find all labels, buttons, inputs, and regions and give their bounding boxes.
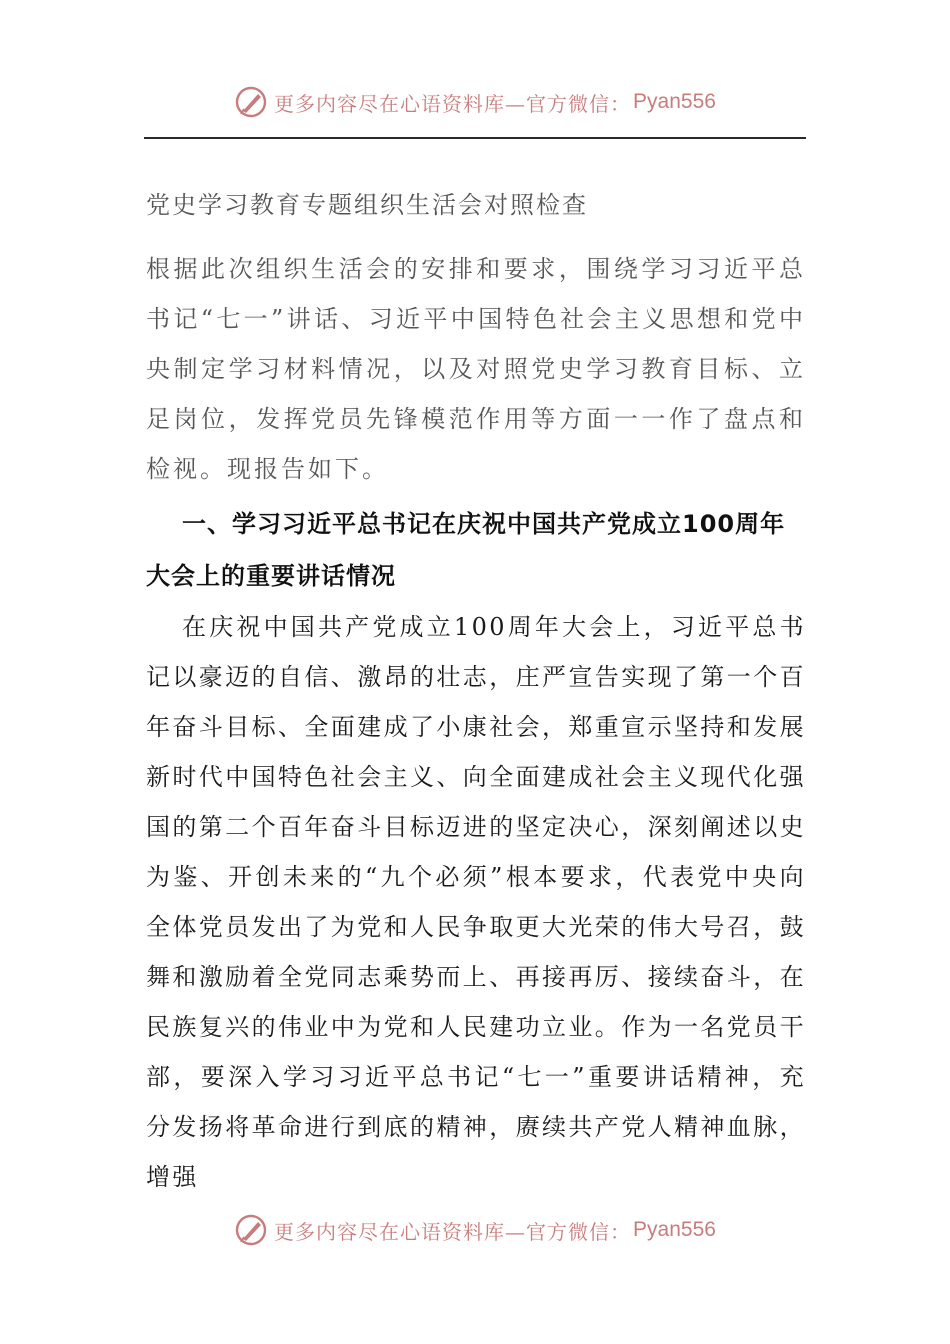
intro-paragraph: 根据此次组织生活会的安排和要求，围绕学习习近平总书记“七一”讲话、习近平中国特色社会主义思想和党中央制定学习材料情况，以及对照党史学习教育目标、立足岗位，发挥党员先锋模范作用等方面一一作了盘点和检视。现报告如下。	[146, 255, 806, 483]
footer-banner-handle: Pyan556	[633, 1218, 716, 1241]
header-banner	[0, 80, 950, 124]
quill-logo-icon	[234, 85, 268, 119]
body-paragraph: 在庆祝中国共产党成立100周年大会上，习近平总书记以豪迈的自信、激昂的壮志，庄严宣告实现了第一个百年奋斗目标、全面建成了小康社会，郑重宣示坚持和发展新时代中国特色社会主义、向全面建成社会主义现代化强国的第二个百年奋斗目标迈进的坚定决心，深刻阐述以史为鉴、开创未来的“九个必须”根本要求，代表党中央向全体党员发出了为党和人民争取更大光荣的伟大号召，鼓舞和激励着全党同志乘势而上、再接再厉、接续奋斗，在民族复兴的伟业中为党和人民建功立业。作为一名党员干部，要深入学习习近平总书记“七一”重要讲话精神，充分发扬将革命进行到底的精神，赓续共产党人精神血脉，增强	[146, 613, 806, 1191]
footer-banner-text: 更多内容尽在心语资料库—官方微信：	[274, 1219, 632, 1244]
footer-banner	[0, 1208, 950, 1252]
header-banner-text: 更多内容尽在心语资料库—官方微信：	[274, 91, 632, 116]
section-heading: 一、学习习近平总书记在庆祝中国共产党成立100周年大会上的重要讲话情况	[146, 510, 786, 590]
header-banner-handle: Pyan556	[633, 90, 716, 113]
quill-logo-icon	[234, 1213, 268, 1247]
document-title: 党史学习教育专题组织生活会对照检查	[146, 191, 588, 219]
header-divider	[144, 137, 806, 139]
document-body	[146, 180, 806, 1202]
